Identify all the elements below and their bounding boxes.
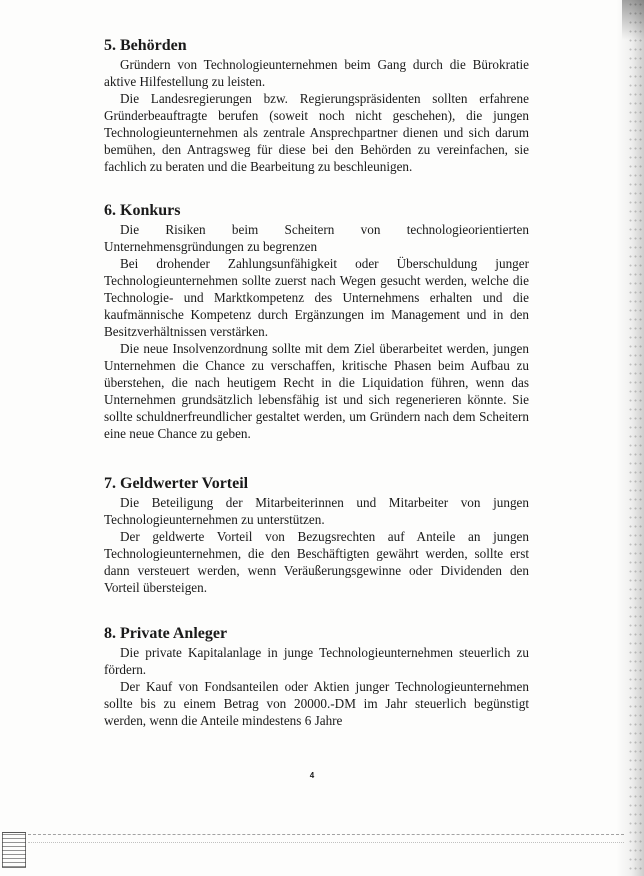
page-number: 4 xyxy=(309,771,315,780)
section-private-anleger xyxy=(104,624,529,729)
section-heading: 7. Geldwerter Vorteil xyxy=(104,475,249,492)
section-paragraph: Gründern von Technologieunternehmen beim Gang durch die Bürokratie aktive Hilfestellung zu leisten. xyxy=(104,57,529,89)
section-heading: 5. Behörden xyxy=(104,37,187,54)
section-geldwerter-vorteil xyxy=(104,474,529,596)
section-heading: 8. Private Anleger xyxy=(104,625,228,642)
section-paragraph: Die Beteiligung der Mitarbeiterinnen und Mitarbeiter von jungen Technologieunternehmen zu unterstützen. xyxy=(104,495,529,527)
section-heading: 6. Konkurs xyxy=(104,202,181,219)
section-paragraph: Die Landesregierungen bzw. Regierungspräsidenten sollten erfahrene Gründerbeauftragte berufen (soweit noch nicht geschehen), die jungen Technologieunternehmen als zentrale Ansprechpartner dienen und sich darum bemühen, den Antragsweg für diese bei den Behörden zu vereinfachen, sie fachlich zu beraten und die Bearbeitung zu beschleunigen. xyxy=(104,91,529,174)
document-body xyxy=(104,36,529,729)
section-paragraph: Die neue Insolvenzordnung sollte mit dem Ziel überarbeitet werden, jungen Unternehmen die Chance zu verschaffen, kritische Phasen beim Aufbau zu überstehen, die nach heutigem Recht in die Liquidation führen, wenn das Unternehmen grundsätzlich lebensfähig ist und sich regenerieren könnte. Sie sollte schuldnerfreundlicher gestaltet werden, um Gründern nach dem Scheitern eine neue Chance zu geben. xyxy=(104,341,529,441)
section-behoerden xyxy=(104,36,529,175)
section-paragraph: Der Kauf von Fondsanteilen oder Aktien junger Technologieunternehmen sollte bis zu einem Betrag von 20000.-DM im Jahr steuerlich begünstigt werden, wenn die Anteile mindestens 6 Jahre xyxy=(104,679,529,728)
scan-edge-noise xyxy=(628,0,642,876)
section-paragraph: Die private Kapitalanlage in junge Technologieunternehmen steuerlich zu fördern. xyxy=(104,645,529,677)
scan-bottom-edge xyxy=(0,826,644,876)
section-paragraph: Bei drohender Zahlungsunfähigkeit oder Überschuldung junger Technologieunternehmen sollte zuerst nach Wegen gesucht werden, welche die Technologie- und Marktkompetenz des Unternehmens erhalten und die kaufmännische Kompetenz durch Ergänzungen im Management und in den Besitzverhältnissen verstärken. xyxy=(104,256,529,339)
scan-line xyxy=(28,834,624,835)
section-paragraph: Die Risiken beim Scheitern von technologieorientierten Unternehmensgründungen zu begrenzen xyxy=(104,222,529,254)
scan-corner-mark xyxy=(2,832,26,868)
section-konkurs xyxy=(104,201,529,442)
scan-line xyxy=(28,842,624,843)
section-paragraph: Der geldwerte Vorteil von Bezugsrechten auf Anteile an jungen Technologieunternehmen, die den Beschäftigten gewährt werden, sollte erst dann versteuert werden, wenn Veräußerungsgewinne oder Dividenden den Vorteil übersteigen. xyxy=(104,529,529,595)
scan-corner-shadow xyxy=(622,0,644,40)
